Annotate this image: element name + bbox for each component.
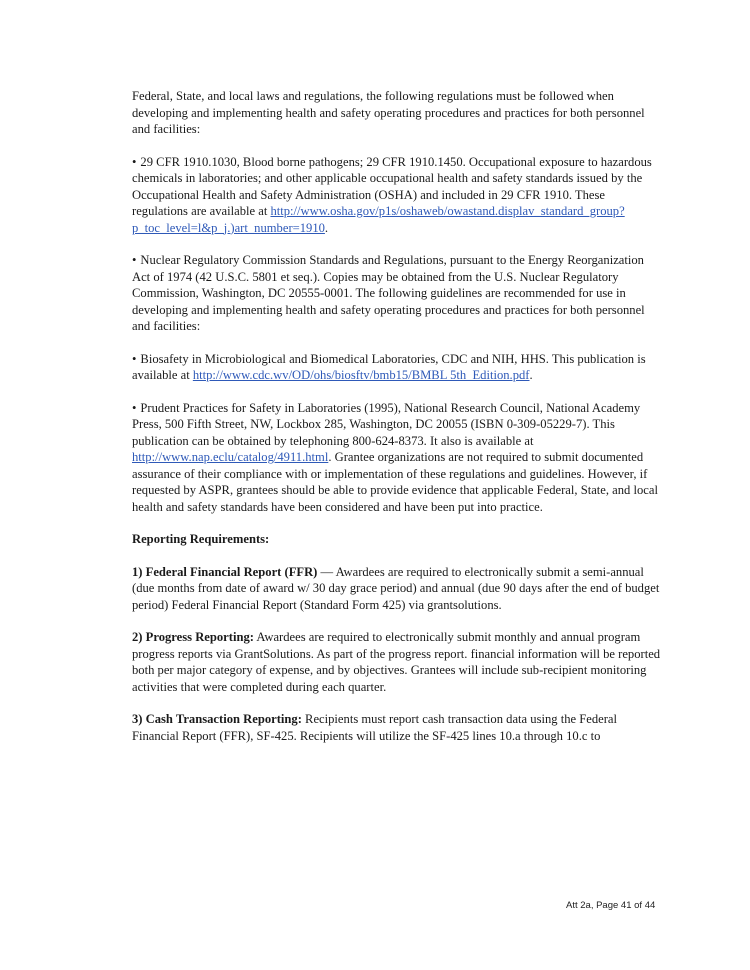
requirement-title: 1) Federal Financial Report (FFR) bbox=[132, 564, 318, 579]
requirement-text: Recipients must report cash transaction data using the Federal Financial Report (FFR), SF-425. Recipients will utilize the SF-425 lines 10.a through 10.c to bbox=[132, 712, 618, 743]
bullet-icon: • bbox=[132, 253, 137, 267]
bullet-text: Biosafety in Microbiological and Biomedical Laboratories, CDC and NIH, HHS. This publication is available at bbox=[132, 351, 646, 382]
requirement-cash bbox=[132, 711, 664, 744]
requirement-progress bbox=[132, 629, 664, 695]
bullet-icon: • bbox=[132, 351, 137, 366]
bullet-icon: • bbox=[132, 400, 137, 415]
bullet-text-end: . bbox=[529, 368, 533, 382]
bullet-biosafety bbox=[132, 351, 664, 384]
bullet-text: Nuclear Regulatory Commission Standards and Regulations, pursuant to the Energy Reorganization Act of 1974 (42 U.S.C. 5801 et seq.). Copies may be obtained from the U.S. Nuclear Regulatory Commission, Washington, DC 20555-0001. The following guidelines are recommended for use in developing and implementing health and safety operating procedures and practices for both personnel and facilities: bbox=[132, 253, 645, 333]
osha-link[interactable]: http://www.osha.gov/p1s/oshaweb/owastand.displav_standard_group?p_toc_level=l&p_j.)art_number=1910 bbox=[132, 204, 625, 235]
nap-catalog-link[interactable]: http://www.nap.eclu/catalog/4911.html bbox=[132, 450, 329, 464]
intro-paragraph bbox=[132, 88, 664, 138]
bullet-text: Prudent Practices for Safety in Laboratories (1995), National Research Council, National Academy Press, 500 Fifth Street, NW, Lockbox 285, Washington, DC 20055 (ISBN 0-309-05229-7). This publication can be obtained by telephoning 800-624-8373. It also is available at bbox=[132, 400, 641, 448]
bullet-osha bbox=[132, 154, 664, 237]
bullet-text-end: . Grantee organizations are not required to submit documented assurance of their compliance with or implementation of these regulations and guidelines. However, if requested by ASPR, grantees should be able to provide evidence that applicable Federal, State, and local health and safety standards have been considered and have been put into practice. bbox=[132, 450, 658, 514]
cdc-bmbl-link[interactable]: http://www.cdc.wv/OD/ohs/biosftv/bmb15/BMBL 5th_Edition.pdf bbox=[192, 368, 530, 382]
requirement-ffr bbox=[132, 564, 664, 614]
requirement-text: Awardees are required to electronically submit monthly and annual program progress reports via GrantSolutions. As part of the progress report. financial information will be reported both per major category of expense, and by objectives. Grantees will include sub-recipient monitoring activities that were completed during each quarter. bbox=[132, 630, 661, 694]
intro-text: Federal, State, and local laws and regulations, the following regulations must be followed when developing and implementing health and safety operating procedures and practices for both personnel and facilities: bbox=[132, 89, 645, 136]
bullet-nrc bbox=[132, 252, 664, 335]
section-heading: Reporting Requirements: bbox=[132, 532, 270, 546]
page-body bbox=[132, 88, 664, 760]
bullet-text-end: . bbox=[324, 220, 329, 235]
requirement-text: — Awardees are required to electronically submit a semi-annual (due months from date of award w/ 30 day grace period) and annual (due 90 days after the end of budget period) Federal Financial Report (Standard Form 425) via grantsolutions. bbox=[132, 564, 660, 612]
bullet-icon: • bbox=[132, 154, 137, 169]
requirement-title: 3) Cash Transaction Reporting: bbox=[132, 712, 302, 726]
bullet-text: 29 CFR 1910.1030, Blood borne pathogens; 29 CFR 1910.1450. Occupational exposure to hazardous chemicals in laboratories; and other applicable occupational health and safety standards issued by the Occupational Health and Safety Administration (OSHA) and included in 29 CFR 1910. These regulations are available at bbox=[132, 154, 652, 218]
page-footer: Att 2a, Page 41 of 44 bbox=[566, 900, 656, 911]
bullet-prudent-practices bbox=[132, 400, 664, 516]
requirement-title: 2) Progress Reporting: bbox=[132, 630, 254, 644]
